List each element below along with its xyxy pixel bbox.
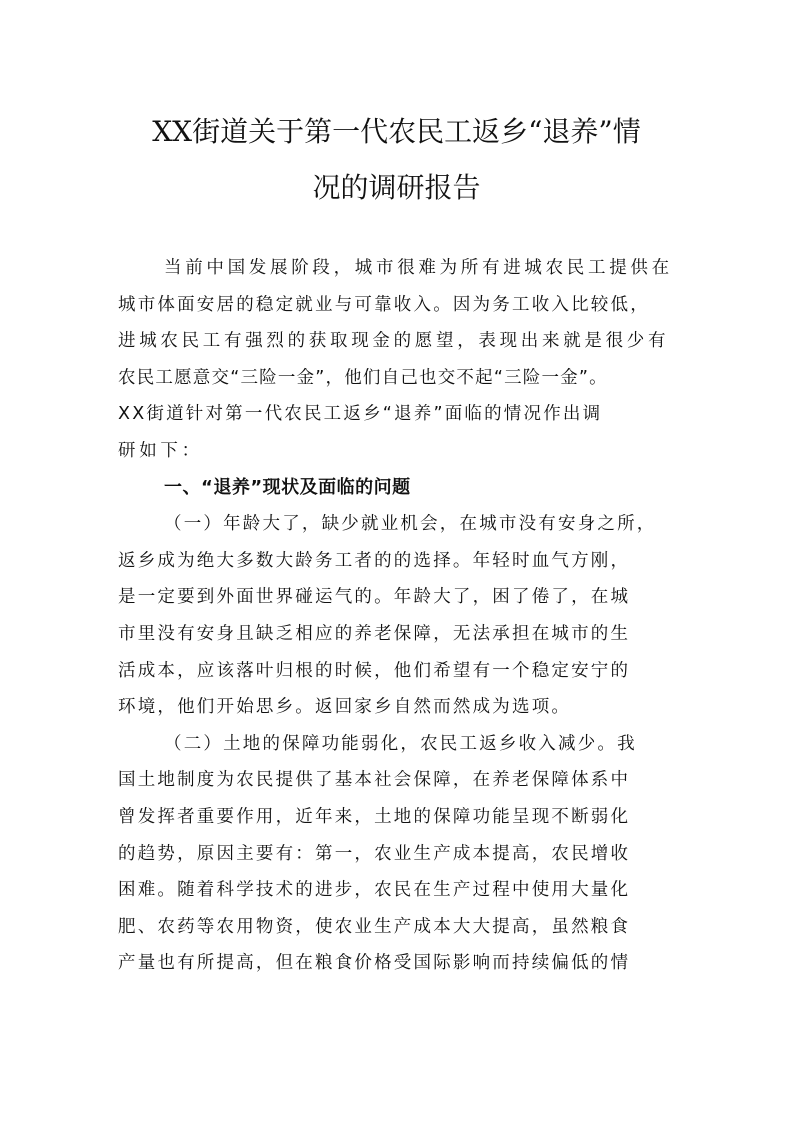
text-line: 肥、农药等农用物资，使农业生产成本大大提高，虽然粮食 [118,916,631,937]
text-line: 曾发挥者重要作用，近年来，土地的保障功能呈现不断弱化 [118,806,631,827]
text-line: 研如下： [118,440,203,461]
text-line: 城市体面安居的稳定就业与可靠收入。因为务工收入比较低， [118,294,650,315]
document-title-line-1: XX街道关于第一代农民工返乡“退养”情 [152,115,641,148]
text-line: 的趋势，原因主要有：第一，农业生产成本提高，农民增收 [118,843,631,864]
text-line: 国土地制度为农民提供了基本社会保障，在养老保障体系中 [118,770,631,791]
text-line: 产量也有所提高，但在粮食价格受国际影响而持续偏低的情 [118,953,631,974]
section-item-1 [118,506,678,726]
text-line: 市里没有安身且缺乏相应的养老保障，无法承担在城市的生 [118,623,631,644]
intro-paragraph [118,250,678,470]
text-line: （二）土地的保障功能弱化，农民工返乡收入减少。我 [164,733,637,754]
text-line: 困难。随着科学技术的进步，农民在生产过程中使用大量化 [118,880,631,901]
text-line: 当前中国发展阶段，城市很难为所有进城农民工提供在 [164,258,673,278]
text-line: 活成本，应该落叶归根的时候，他们希望有一个稳定安宁的 [118,660,631,681]
text-line: （一）年龄大了，缺少就业机会，在城市没有安身之所， [164,514,657,535]
text-line: 是一定要到外面世界碰运气的。年龄大了，困了倦了，在城 [118,587,631,608]
text-line: 农民工愿意交“三险一金”，他们自己也交不起“三险一金”。 [118,367,608,388]
text-line: XX街道针对第一代农民工返乡“退养”面临的情况作出调 [118,404,603,425]
section-item-2 [118,726,678,982]
document-title-line-2: 况的调研报告 [312,171,481,204]
text-line: 进城农民工有强烈的获取现金的愿望，表现出来就是很少有 [118,331,670,352]
text-line: 返乡成为绝大多数大龄务工者的的选择。年轻时血气方刚， [118,550,631,571]
document-body [118,250,678,982]
text-line: 环境，他们开始思乡。返回家乡自然而然成为选项。 [118,697,572,718]
section-heading: 一、“退养”现状及面临的问题 [164,476,411,498]
